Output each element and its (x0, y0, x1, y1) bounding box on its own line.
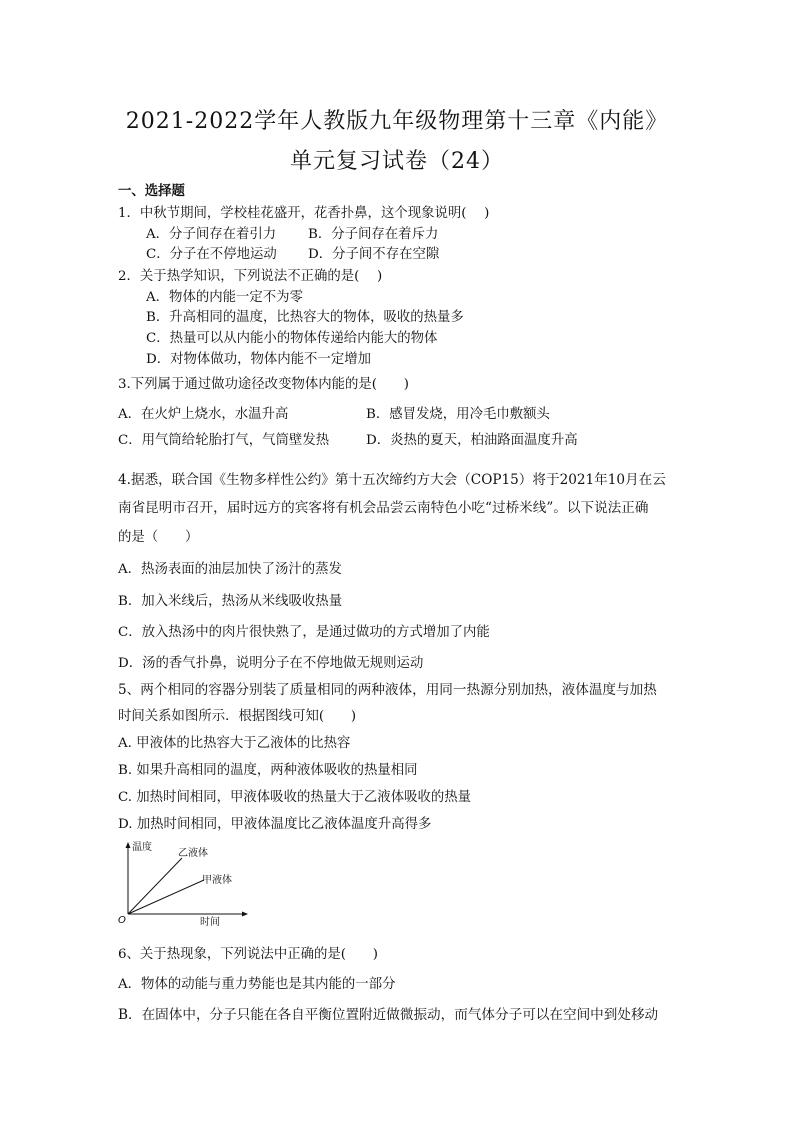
question-4-option-d: D．汤的香气扑鼻，说明分子在不停地做无规则运动 (118, 656, 424, 671)
line-jia-label: 甲液体 (202, 875, 232, 886)
question-3-stem: 3.下列属于通过做功途径改变物体内能的是( ) (118, 377, 410, 392)
y-axis-label: 温度 (132, 842, 152, 853)
question-3-option-a: A．在火炉上烧水，水温升高 (118, 407, 289, 422)
line-yi-liquid (128, 858, 182, 914)
question-1-stem: 1．中秋节期间，学校桂花盛开，花香扑鼻，这个现象说明( ) (118, 206, 490, 221)
question-6-option-b: B．在固体中，分子只能在各自平衡位置附近做微振动，而气体分子可以在空间中到处移动 (118, 1007, 659, 1023)
question-5-option-d: D. 加热时间相同，甲液体温度比乙液体温度升高得多 (118, 817, 432, 832)
page-title: 2021-2022学年人教版九年级物理第十三章《内能》 (125, 109, 669, 134)
question-4-line-3: 的是（ ） (118, 530, 199, 545)
question-5-option-a: A. 甲液体的比热容大于乙液体的比热容 (118, 736, 351, 751)
line-jia-liquid (128, 880, 204, 914)
question-3-option-c: C．用气筒给轮胎打气，气筒壁发热 (118, 433, 330, 448)
question-5-line-2: 时间关系如图所示．根据图线可知( ) (118, 709, 357, 724)
page-subtitle: 单元复习试卷（24） (290, 149, 504, 174)
question-4-option-b: B．加入米线后，热汤从米线吸收热量 (118, 594, 343, 609)
question-4-line-2: 南省昆明市召开，届时远方的宾客将有机会品尝云南特色小吃“过桥米线”。以下说法正确 (118, 500, 649, 516)
question-4-line-1: 4.据悉，联合国《生物多样性公约》第十五次缔约方大会（COP15）将于2021年10月在云 (118, 472, 666, 488)
question-2-option-b: B．升高相同的温度，比热容大的物体，吸收的热量多 (146, 310, 464, 325)
question-6-option-a: A．物体的动能与重力势能也是其内能的一部分 (118, 977, 396, 992)
question-5-option-c: C. 加热时间相同，甲液体吸收的热量大于乙液体吸收的热量 (118, 790, 472, 805)
y-axis-arrow (126, 842, 131, 848)
temperature-time-graph (112, 838, 262, 928)
question-5-option-b: B. 如果升高相同的温度，两种液体吸收的热量相同 (118, 763, 418, 778)
question-3-option-d: D．炎热的夏天，柏油路面温度升高 (366, 433, 578, 448)
question-2-option-c: C．热量可以从内能小的物体传递给内能大的物体 (146, 331, 438, 346)
question-4-option-c: C．放入热汤中的肉片很快熟了，是通过做功的方式增加了内能 (118, 625, 490, 640)
question-2-stem: 2．关于热学知识，下列说法不正确的是( ) (118, 269, 383, 284)
line-yi-label: 乙液体 (178, 848, 208, 859)
question-6-stem: 6、关于热现象，下列说法中正确的是( ) (118, 947, 378, 962)
origin-label: O (118, 915, 126, 926)
question-2-option-d: D．对物体做功，物体内能不一定增加 (146, 352, 371, 367)
question-1-option-a: A．分子间存在着引力 (146, 227, 277, 242)
question-3-option-b: B．感冒发烧，用冷毛巾敷额头 (366, 407, 550, 422)
x-axis-label: 时间 (200, 917, 220, 928)
question-1-option-c: C．分子在不停地运动 (146, 247, 277, 262)
question-2-option-a: A．物体的内能一定不为零 (146, 290, 303, 305)
question-4-option-a: A．热汤表面的油层加快了汤汁的蒸发 (118, 562, 342, 577)
question-1-option-b: B．分子间存在着斥力 (308, 227, 439, 242)
section-heading: 一、选择题 (118, 184, 185, 199)
question-1-option-d: D．分子间不存在空隙 (308, 247, 440, 262)
question-5-line-1: 5、两个相同的容器分别装了质量相同的两种液体，用同一热源分别加热，液体温度与加热 (118, 682, 657, 698)
x-axis-arrow (242, 912, 248, 917)
